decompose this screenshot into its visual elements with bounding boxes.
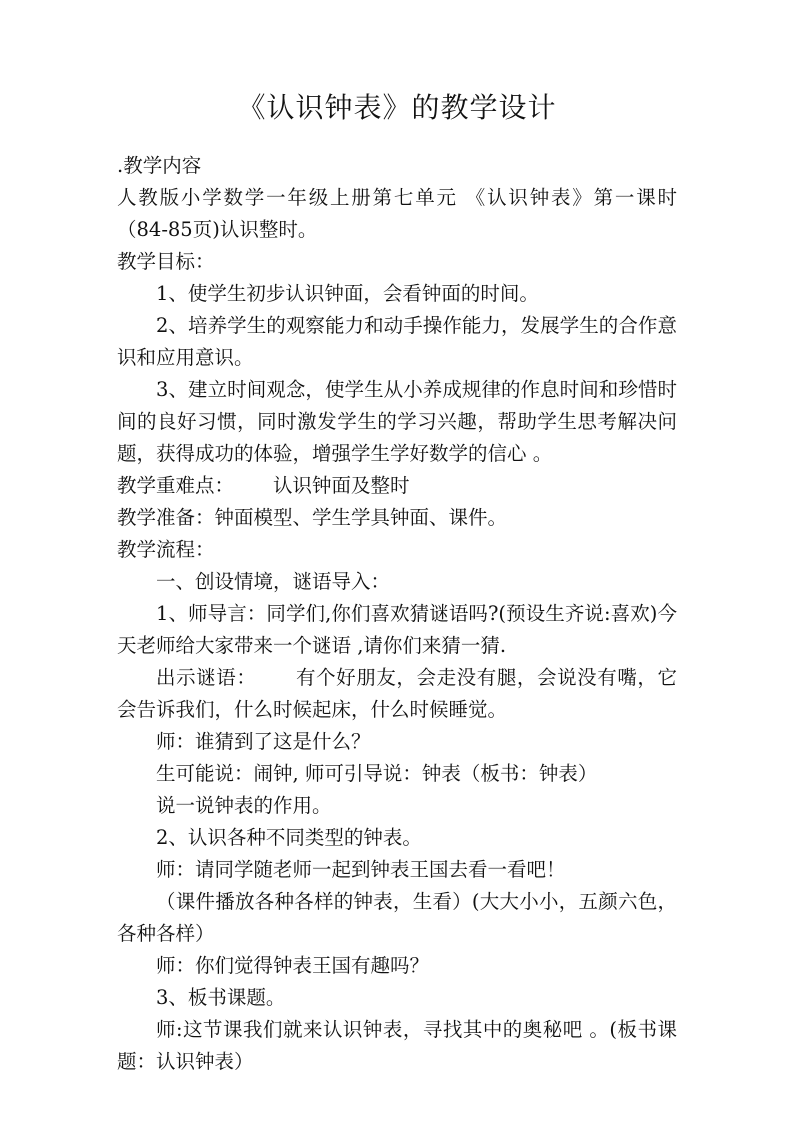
step-heading-1: 一、创设情境，谜语导入： — [156, 570, 391, 593]
section-heading-content: .教学内容 — [117, 154, 202, 177]
paragraph-intro: 1、师导言：同学们,你们喜欢猜谜语吗?(预设生齐说:喜欢)今天老师给大家带来一个谜语 ,请你们来猜一猜. — [117, 602, 677, 657]
paragraph-topic: 师:这节课我们就来认识钟表，寻找其中的奥秘吧 。(板书课题：认识钟表） — [117, 1018, 677, 1073]
paragraph-textbook: 人教版小学数学一年级上册第七单元 《认识钟表》第一课时（84-85页)认识整时。 — [117, 186, 677, 241]
step-item-2: 2、认识各种不同类型的钟表。 — [156, 826, 422, 849]
riddle-label: 出示谜语： — [156, 666, 257, 689]
key-points-line — [117, 470, 677, 502]
key-points-label: 教学重难点： — [117, 474, 235, 497]
riddle-line — [117, 662, 677, 726]
goal-item-3: 3、建立时间观念，使学生从小养成规律的作息时间和珍惜时间的良好习惯，同时激发学生的学习兴趣，帮助学生思考解决问题，获得成功的体验，增强学生学好数学的信心 。 — [117, 378, 677, 465]
key-points-value: 认识钟面及整时 — [273, 474, 410, 497]
document-title: 《认识钟表》的教学设计 — [237, 91, 557, 124]
paragraph-question: 师：谁猜到了这是什么？ — [156, 730, 371, 753]
goal-item-1: 1、使学生初步认识钟面，会看钟面的时间。 — [156, 282, 539, 305]
paragraph-courseware: （课件播放各种各样的钟表，生看）(大大小小，五颜六色，各种各样） — [117, 890, 677, 945]
paragraph-answer: 生可能说：闹钟, 师可引导说：钟表（板书：钟表） — [156, 762, 598, 785]
paragraph-interesting: 师：你们觉得钟表王国有趣吗？ — [156, 954, 430, 977]
riddle-text: 有个好朋友，会走没有腿，会说没有嘴，它会告诉我们，什么时候起床，什么时候睡觉。 — [117, 666, 677, 721]
document-body — [117, 150, 677, 1078]
preparation-line: 教学准备：钟面模型、学生学具钟面、课件。 — [117, 506, 508, 529]
section-heading-goals: 教学目标： — [117, 250, 215, 273]
section-heading-process: 教学流程： — [117, 538, 215, 561]
step-item-3: 3、板书课题。 — [156, 986, 286, 1009]
paragraph-function: 说一说钟表的作用。 — [156, 794, 332, 817]
goal-item-2: 2、培养学生的观察能力和动手操作能力，发展学生的合作意识和应用意识。 — [117, 314, 677, 369]
paragraph-kingdom: 师：请同学随老师一起到钟表王国去看一看吧！ — [156, 858, 566, 881]
